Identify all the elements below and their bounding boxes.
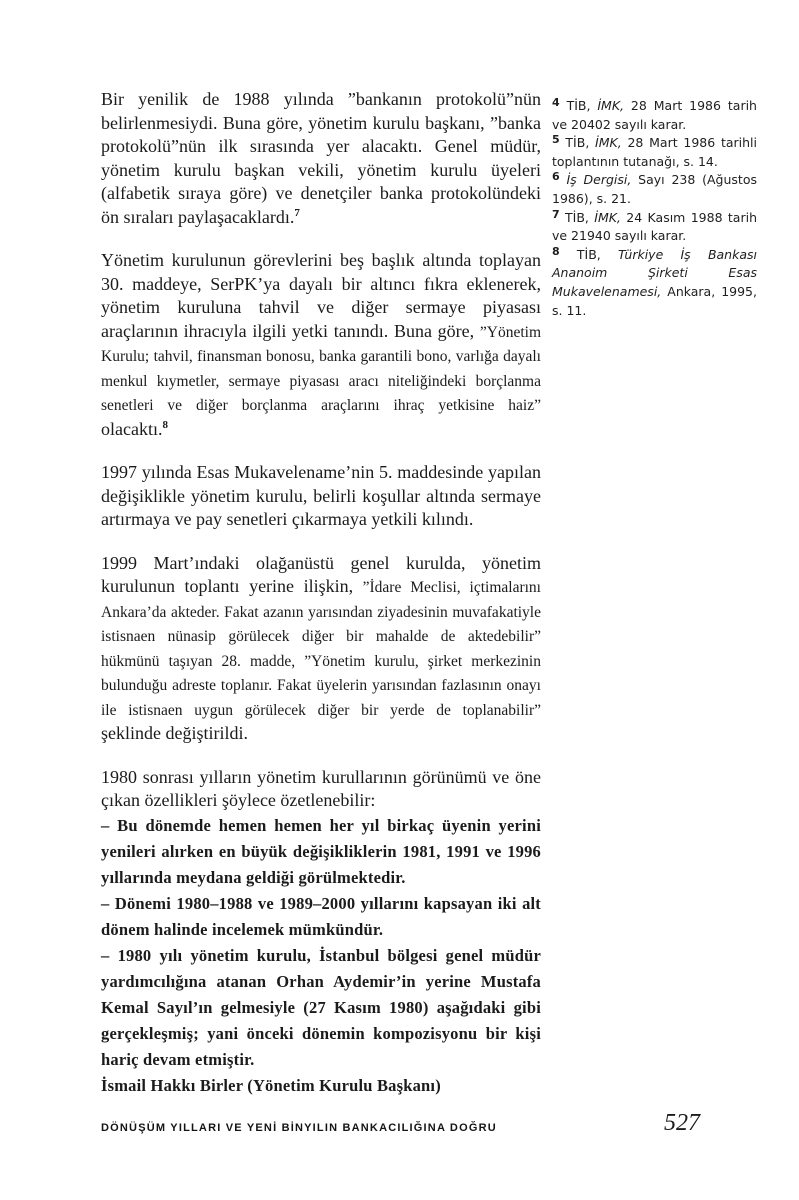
paragraph-segment: – Dönemi 1980–1988 ve 1989–2000 yıllarını kapsayan iki alt dönem halinde incelemek mümkündür. <box>101 893 541 939</box>
sidenote <box>552 134 757 171</box>
sidenote <box>552 246 757 320</box>
sidenote-segment: TİB, <box>559 98 598 113</box>
sidenote-segment: TİB, <box>559 209 595 225</box>
sidenote-segment: İMK, <box>595 135 622 151</box>
paragraph-segment: ”İdare Meclisi, içtimalarını Ankara’da akteder. Fakat azanın yarısından ziyadesinin muvafakatiyle istisnaen nünasip görülecek diğer bir mahalde de aktedebilir” hükmünü taşıyan 28. madde, ”Yönetim kurulu, şirket merkezinin bulunduğu adreste toplanır. Fakat üyelerin yarısından fazlasının onayı ile istisnaen uygun görülecek diğer bir yerde de toplanabilir” <box>101 579 541 719</box>
paragraph <box>101 552 541 746</box>
paragraph-segment: Bir yenilik de 1988 yılında ”bankanın protokolü”nün belirlenmesiydi. Buna göre, yönetim kurulu başkanı, ”banka protokolü”nün ilk sırasında yer alacaktı. Genel müdür, yönetim kurulu başkan vekili, yönetim kurulu üyeleri (alfabetik sıraya göre) ve denetçiler banka protokolündeki ön sıraları paylaşacaklardı. <box>101 89 541 227</box>
sidenote-segment: İMK, <box>597 98 625 113</box>
sidenote-segment: TİB, <box>559 246 619 262</box>
sidenote <box>552 171 757 208</box>
paragraph <box>101 943 541 1073</box>
paragraph-segment: 7 <box>294 206 300 219</box>
paragraph-segment: Yönetim kurulunun görevlerini beş başlık altında toplayan 30. maddeye, SerPK’ya dayalı bir altıncı fıkra eklenerek, yönetim kuruluna tahvil ve diğer sermaye piyasası araçlarının ihracıyla ilgili yetki tanındı. Buna göre, <box>101 250 541 341</box>
body-text-column <box>101 88 541 1099</box>
sidenote-segment: Sayı 238 (Ağustos 1986), s. 21. <box>552 172 757 206</box>
paragraph-segment: İsmail Hakkı Birler (Yönetim Kurulu Başkanı) <box>101 1075 441 1095</box>
sidenote-segment: Türkiye İş Bankası Ananoim Şirketi Esas Mukavelenamesi, <box>552 246 757 299</box>
paragraph <box>101 461 541 532</box>
paragraph-segment: 1999 Mart’ındaki olağanüstü genel kurulda, yönetim kurulunun toplantı yerine ilişkin, <box>101 552 541 596</box>
paragraph <box>101 813 541 891</box>
paragraph-segment: – Bu dönemde hemen hemen her yıl birkaç üyenin yerini yenileri alırken en büyük değişikliklerin 1981, 1991 ve 1996 yıllarında meydana geldiği görülmektedir. <box>101 815 541 887</box>
sidenote-segment: 28 Mart 1986 tarihli toplantının tutanağı, s. 14. <box>552 135 757 169</box>
sidenote-segment: 4 <box>552 96 560 109</box>
sidenote-segment: 6 <box>552 170 560 184</box>
paragraph-segment: olacaktı. <box>101 418 163 439</box>
sidenote-segment: İMK, <box>594 209 621 225</box>
sidenote-segment: 24 Kasım 1988 tarih ve 21940 sayılı karar. <box>552 209 757 244</box>
paragraph <box>101 88 541 229</box>
paragraph-segment: ”Yönetim Kurulu; tahvil, finansman bonosu, banka garantili bono, varlığa dayalı menkul kıymetler, sermaye piyasası aracı niteliğindeki borçlanma senetleri ve diğer borçlanma araçlarını ihraç yetkisine haiz” <box>101 323 541 414</box>
sidenote-segment: 5 <box>552 133 560 147</box>
paragraph-segment: şeklinde değiştirildi. <box>101 723 248 743</box>
paragraph <box>101 766 541 813</box>
paragraph-segment: 8 <box>162 418 168 431</box>
paragraph <box>101 1073 541 1099</box>
paragraph-segment: 1997 yılında Esas Mukavelename’nin 5. maddesinde yapılan değişiklikle yönetim kurulu, belirli koşullar altında sermaye artırmaya ve pay senetleri çıkarmaya yetkili kılındı. <box>101 462 541 529</box>
sidenote-segment: 28 Mart 1986 tarih ve 20402 sayılı karar. <box>552 98 757 132</box>
paragraph <box>101 249 541 441</box>
sidenote-column <box>552 97 757 320</box>
sidenote <box>552 97 757 134</box>
sidenote-segment: 7 <box>552 207 560 221</box>
page-number: 527 <box>664 1110 700 1136</box>
sidenote <box>552 209 757 246</box>
running-head: DÖNÜŞÜM YILLARI VE YENİ BİNYILIN BANKACILIĞINA DOĞRU <box>101 1122 497 1134</box>
sidenote-segment: TİB, <box>559 135 596 151</box>
paragraph-segment: – 1980 yılı yönetim kurulu, İstanbul bölgesi genel müdür yardımcılığına atanan Orhan Aydemir’in yerine Mustafa Kemal Sayıl’ın gelmesiyle (27 Kasım 1980) aşağıdaki gibi gerçekleşmiş; yani önceki dönemin kompozisyonu bir kişi hariç devam etmiştir. <box>101 945 541 1069</box>
paragraph-segment: 1980 sonrası yılların yönetim kurullarının görünümü ve öne çıkan özellikleri şöylece özetlenebilir: <box>101 766 541 810</box>
paragraph <box>101 891 541 943</box>
sidenote-segment: Ankara, 1995, s. 11. <box>552 283 757 318</box>
sidenote-segment: İş Dergisi, <box>566 172 632 188</box>
sidenote-segment: 8 <box>552 244 560 258</box>
